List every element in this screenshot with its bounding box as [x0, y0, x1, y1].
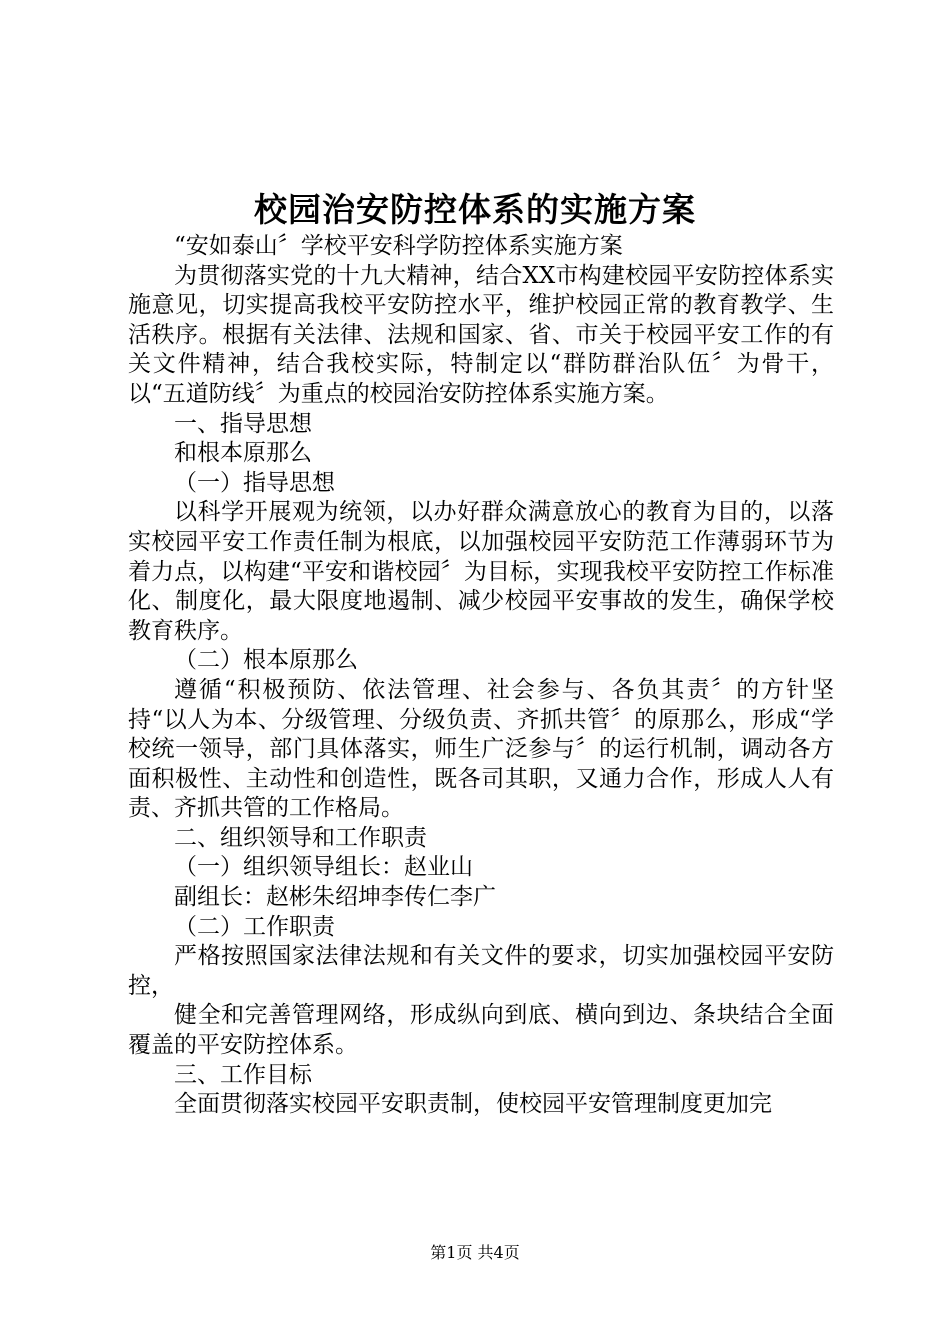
body-paragraph: 副组长：赵彬朱绍坤李传仁李广	[174, 884, 496, 911]
subtitle-paragraph: “安如泰山〞学校平安科学防控体系实施方案	[174, 233, 623, 259]
section-heading: 三、工作目标	[174, 1061, 312, 1088]
document-title: 校园治安防控体系的实施方案	[254, 190, 696, 229]
body-paragraph: 严格按照国家法律法规和有关文件的要求，切实加强校园平安防控，	[128, 943, 834, 999]
page-footer: 第1页 共4页	[430, 1243, 520, 1262]
subsection-heading: （一）指导思想	[174, 469, 335, 496]
subsection-heading: （二）根本原那么	[174, 647, 358, 674]
section-heading: 二、组织领导和工作职责	[174, 824, 427, 851]
body-paragraph: 为贯彻落实党的十九大精神，结合XX市构建校园平安防控体系实施意见，切实提高我校平安防控水平，维护校园正常的教育教学、生活秩序。根据有关法律、法规和国家、省、市关于校园平安工作的有关文件精神，结合我校实际，特制定以“群防群治队伍〞为骨干，以“五道防线〞为重点的校园治安防控体系实施方案。	[128, 262, 834, 407]
body-paragraph: 以科学开展观为统领，以办好群众满意放心的教育为目的，以落实校园平安工作责任制为根底，以加强校园平安防范工作薄弱环节为着力点，以构建“平安和谐校园〞为目标，实现我校平安防控工作标准化、制度化，最大限度地遏制、减少校园平安事故的发生，确保学校教育秩序。	[128, 499, 834, 644]
body-paragraph: 健全和完善管理网络，形成纵向到底、横向到边、条块结合全面覆盖的平安防控体系。	[128, 1002, 834, 1059]
subsection-heading: （二）工作职责	[174, 913, 335, 940]
body-paragraph: 遵循“积极预防、依法管理、社会参与、各负其责〞的方针坚持“以人为本、分级管理、分级负责、齐抓共管〞的原那么，形成“学校统一领导，部门具体落实，师生广泛参与〞的运行机制，调动各方面积极性、主动性和创造性，既各司其职，又通力合作，形成人人有责、齐抓共管的工作格局。	[128, 676, 834, 822]
section-heading-continued: 和根本原那么	[174, 440, 312, 467]
section-heading: 一、指导思想	[174, 410, 312, 437]
body-paragraph: 全面贯彻落实校园平安职责制，使校园平安管理制度更加完	[174, 1091, 772, 1118]
subsection-heading: （一）组织领导组长：赵业山	[174, 854, 473, 881]
document-body	[128, 232, 834, 1120]
